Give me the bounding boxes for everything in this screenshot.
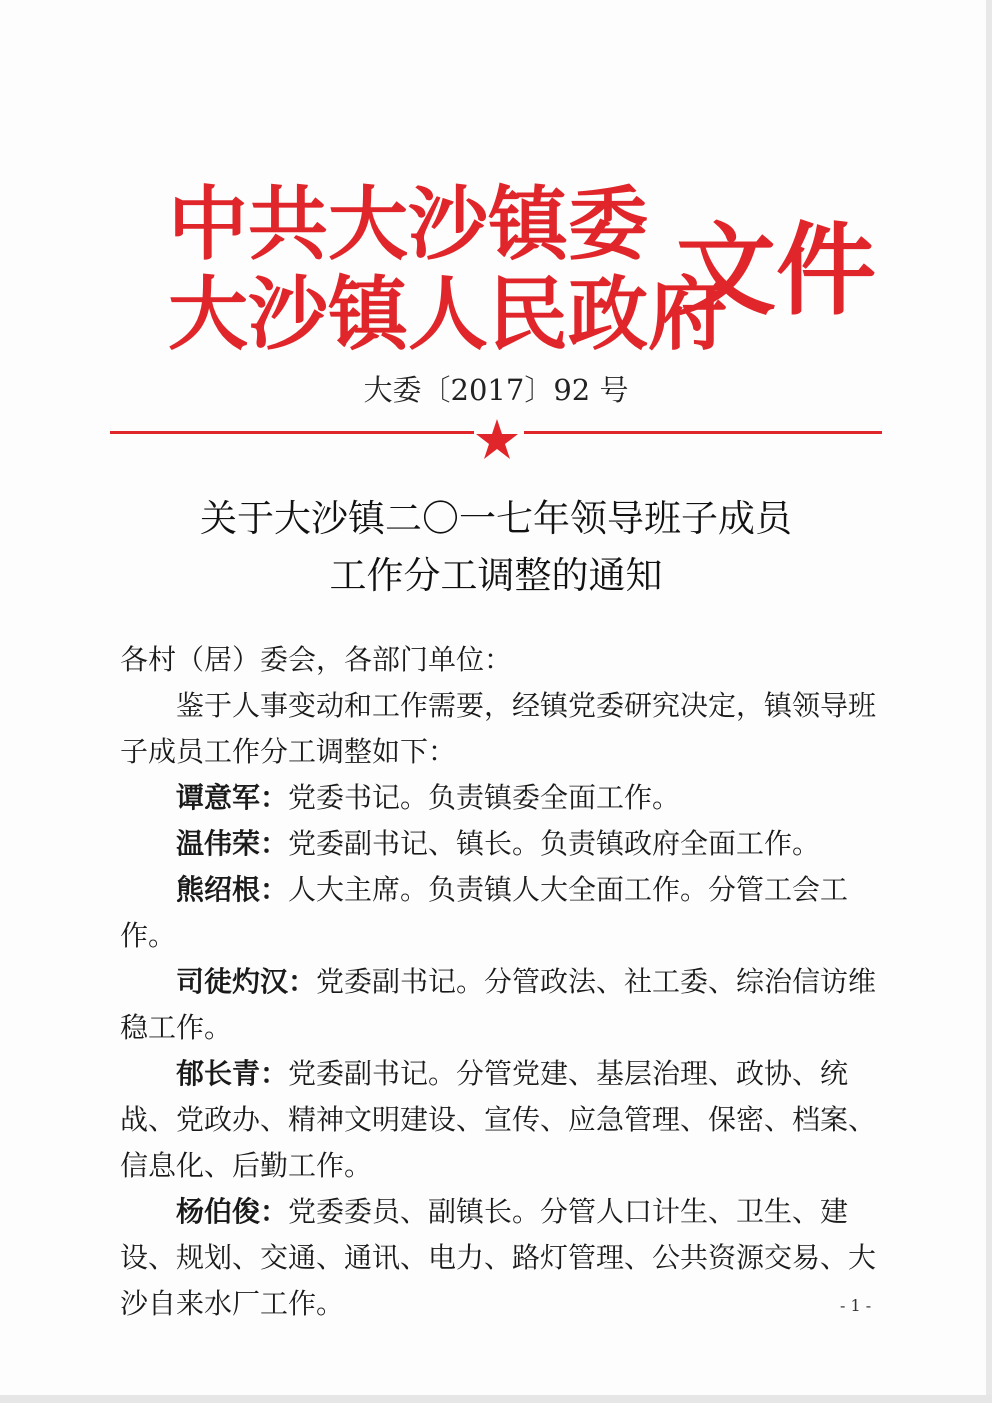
- assignment-paragraph: [120, 821, 880, 867]
- official-name: 郁长青：: [176, 1057, 289, 1090]
- official-duties: 人大主席。负责镇人大全面工作。分管工会工作。: [120, 873, 849, 952]
- official-duties: 党委副书记。分管政法、社工委、综治信访维稳工作。: [120, 965, 877, 1044]
- assignment-paragraph: [120, 959, 880, 1051]
- scan-edge-bottom: [0, 1395, 992, 1403]
- official-name: 谭意军：: [176, 781, 289, 814]
- intro-paragraph: 鉴于人事变动和工作需要，经镇党委研究决定，镇领导班子成员工作分工调整如下：: [120, 689, 877, 768]
- document-title-line1: 关于大沙镇二〇一七年领导班子成员: [200, 497, 792, 540]
- scan-edge-right: [986, 0, 992, 1403]
- official-name: 司徒灼汉：: [176, 965, 317, 998]
- assignment-paragraph: [120, 1051, 880, 1189]
- official-duties: 党委副书记。分管党建、基层治理、政协、统战、党政办、精神文明建设、宣传、应急管理、保密、档案、信息化、后勤工作。: [120, 1057, 877, 1182]
- red-star-icon: [475, 418, 519, 460]
- document-title-line2: 工作分工调整的通知: [329, 554, 663, 597]
- header-document-label: 文件: [676, 211, 876, 329]
- red-rule-left: [110, 431, 474, 434]
- assignment-paragraph: [120, 867, 880, 959]
- document-body: [120, 637, 880, 1327]
- official-duties: 党委副书记、镇长。负责镇政府全面工作。: [288, 827, 821, 860]
- document-number: 大委〔2017〕92 号: [363, 373, 629, 407]
- official-name: 温伟荣：: [176, 827, 289, 860]
- salutation: 各村（居）委会，各部门单位：: [120, 643, 513, 676]
- official-name: 杨伯俊：: [176, 1195, 289, 1228]
- official-name: 熊绍根：: [176, 873, 289, 906]
- header-issuer-party: 中共大沙镇委: [168, 177, 648, 271]
- official-duties: 党委书记。负责镇委全面工作。: [288, 781, 681, 814]
- official-duties: 党委委员、副镇长。分管人口计生、卫生、建设、规划、交通、通讯、电力、路灯管理、公共资源交易、大沙自来水厂工作。: [120, 1195, 877, 1320]
- red-rule-right: [524, 431, 882, 434]
- assignment-paragraph: [120, 775, 880, 821]
- assignment-paragraph: [120, 1189, 880, 1327]
- header-issuer-government: 大沙镇人民政府: [168, 267, 728, 361]
- page-number: - 1 -: [840, 1296, 872, 1315]
